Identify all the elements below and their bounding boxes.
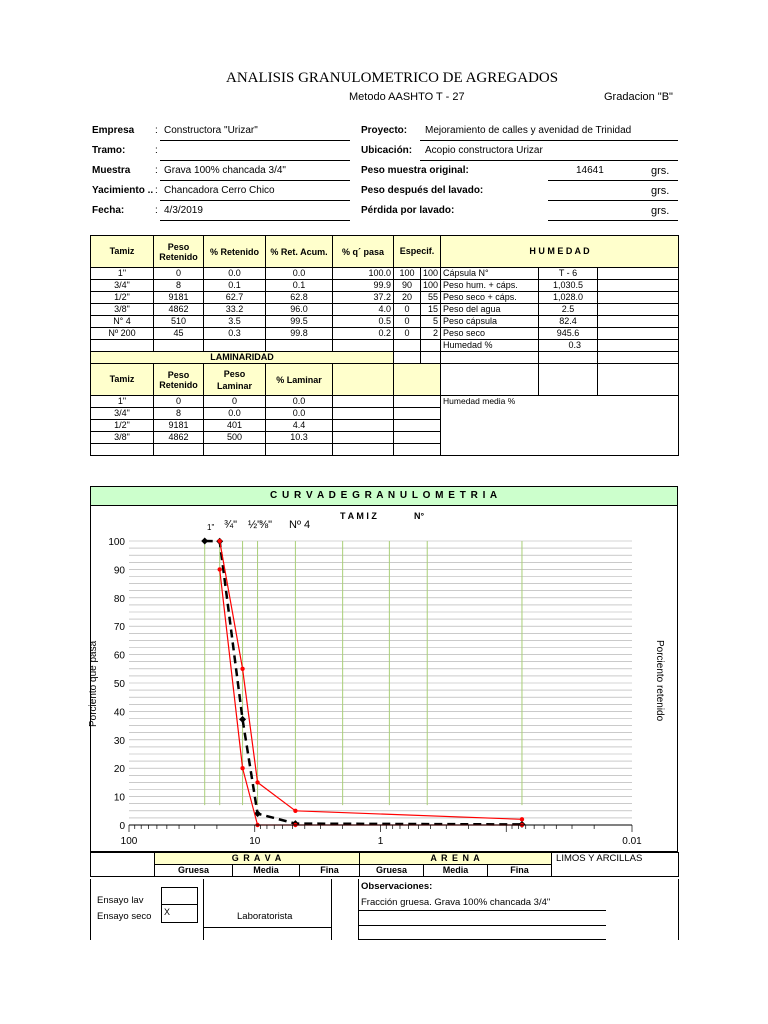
method-label: Metodo AASHTO T - 27 [349, 91, 465, 103]
pct-cell: 0.0 [204, 268, 266, 280]
yacimiento-label: Yacimiento .. [92, 185, 154, 196]
lam-header-peso-retenido: Peso Retenido [154, 364, 204, 396]
y-tick-label: 40 [113, 707, 125, 719]
tamiz-axis-label: T A M I Z [340, 511, 377, 521]
x-tick-label: 100 [120, 836, 138, 847]
pasa-cell: 0.2 [333, 328, 394, 340]
arena-gruesa: Gruesa [360, 865, 424, 877]
lam-laminar-cell: 0.0 [204, 408, 266, 420]
grava-label: G R A V A [155, 853, 360, 865]
acum-cell: 0.0 [266, 268, 333, 280]
humedad-value-cell: 2.5 [539, 304, 598, 316]
sieve-table [90, 235, 679, 456]
limos-label: LIMOS Y ARCILLAS [552, 853, 679, 877]
acum-cell: 96.0 [266, 304, 333, 316]
especif-max-cell: 100 [421, 268, 441, 280]
pasa-cell: 0.5 [333, 316, 394, 328]
peso-despues-label: Peso después del lavado: [361, 185, 484, 196]
lam-header-tamiz: Tamiz [91, 364, 154, 396]
n-axis-label: N° [414, 511, 425, 521]
unit: grs. [651, 185, 670, 197]
humedad-label-cell: Peso seco [441, 328, 539, 340]
especif-min-cell: 0 [394, 304, 421, 316]
lam-laminar-cell: 401 [204, 420, 266, 432]
lam-pct-cell: 0.0 [266, 408, 333, 420]
arena-fina: Fina [488, 865, 552, 877]
colon: : [155, 205, 158, 216]
muestra-value: Grava 100% chancada 3/4" [164, 165, 286, 176]
especif-min-cell: 100 [394, 268, 421, 280]
y-tick-label: 70 [113, 622, 125, 634]
humedad-value-cell: 945.6 [539, 328, 598, 340]
fecha-label: Fecha: [92, 205, 125, 216]
especif-max-cell: 55 [421, 292, 441, 304]
lam-peso-cell: 0 [154, 396, 204, 408]
unit: grs. [651, 205, 670, 217]
lam-tamiz-cell: 3/8" [91, 432, 154, 444]
sieve-label-n4: Nº 4 [289, 519, 311, 531]
lam-tamiz-cell: 1" [91, 396, 154, 408]
x-tick-label: 10 [249, 836, 261, 847]
acum-cell: 99.8 [266, 328, 333, 340]
header-pasa: % q´ pasa [333, 236, 394, 268]
empresa-value: Constructora "Urizar" [164, 125, 258, 136]
especif-max-cell: 100 [421, 280, 441, 292]
y-tick-label: 10 [113, 792, 125, 804]
curve-title-bar [90, 486, 678, 506]
y-tick-label: 90 [113, 565, 125, 577]
ensayo-lav-label: Ensayo lav [97, 895, 144, 906]
sieve-label-3-8: ⅜" [259, 519, 273, 531]
observaciones-label: Observaciones: [361, 881, 433, 892]
fecha-value: 4/3/2019 [164, 205, 203, 216]
lam-peso-cell: 9181 [154, 420, 204, 432]
especif-max-cell: 2 [421, 328, 441, 340]
grava-fina: Fina [300, 865, 360, 877]
perdida-label: Pérdida por lavado: [361, 205, 455, 216]
empresa-label: Empresa [92, 125, 135, 136]
especif-min-cell: 0 [394, 316, 421, 328]
humedad-label-cell: Peso cápsula [441, 316, 539, 328]
header-humedad: H U M E D A D [441, 236, 679, 268]
header-pct-retenido: % Retenido [204, 236, 266, 268]
y-tick-label: 80 [113, 593, 125, 605]
ensayo-seco-checkbox[interactable] [161, 904, 198, 923]
gradation-label: Gradacion "B" [604, 91, 673, 103]
tamiz-cell: 1" [91, 268, 154, 280]
grava-gruesa: Gruesa [155, 865, 233, 877]
header-peso-retenido: Peso Retenido [154, 236, 204, 268]
acum-cell: 0.1 [266, 280, 333, 292]
humedad-value-cell: 1,028.0 [539, 292, 598, 304]
arena-media: Media [424, 865, 488, 877]
y-tick-label: 50 [113, 679, 125, 690]
x-tick-label: 1 [377, 836, 384, 847]
humedad-label-cell: Cápsula N° [441, 268, 539, 280]
humedad-label-cell: Peso del agua [441, 304, 539, 316]
muestra-label: Muestra [92, 165, 131, 176]
colon: : [155, 165, 158, 176]
unit: grs. [651, 165, 670, 177]
laboratorista-label: Laboratorista [237, 911, 293, 922]
observaciones-text: Fracción gruesa. Grava 100% chancada 3/4" [361, 897, 551, 908]
humedad-value-cell: 0.3 [539, 340, 598, 352]
page-title: ANALISIS GRANULOMETRICO DE AGREGADOS [226, 70, 559, 86]
peso-original-value: 14641 [576, 165, 604, 176]
tamiz-cell: 3/8" [91, 304, 154, 316]
especif-max-cell: 15 [421, 304, 441, 316]
pct-cell: 33.2 [204, 304, 266, 316]
especif-min-cell: 20 [394, 292, 421, 304]
curve-title: C U R V A D E G R A N U L O M E T R I A [269, 490, 499, 501]
peso-cell: 8 [154, 280, 204, 292]
proyecto-label: Proyecto: [361, 125, 408, 136]
ubicacion-value: Acopio constructora Urizar [425, 145, 543, 156]
yacimiento-value: Chancadora Cerro Chico [164, 185, 275, 196]
humedad-value-cell: T - 6 [539, 268, 598, 280]
tramo-label: Tramo: [92, 145, 126, 156]
tamiz-cell: N° 4 [91, 316, 154, 328]
lam-pct-cell: 0.0 [266, 396, 333, 408]
pct-cell: 0.1 [204, 280, 266, 292]
especif-max-cell: 5 [421, 316, 441, 328]
lam-pct-cell: 4.4 [266, 420, 333, 432]
colon: : [155, 125, 158, 136]
y-tick-label: 20 [113, 764, 125, 776]
pct-cell: 3.5 [204, 316, 266, 328]
arena-label: A R E N A [360, 853, 552, 865]
x-tick-label: 0.01 [622, 836, 642, 847]
ensayo-lav-checkbox[interactable] [161, 887, 198, 905]
lam-laminar-cell: 0 [204, 396, 266, 408]
fraction-table [90, 852, 679, 877]
colon: : [155, 185, 158, 196]
humedad-value-cell: 82.4 [539, 316, 598, 328]
peso-cell: 0 [154, 268, 204, 280]
pct-cell: 62.7 [204, 292, 266, 304]
humedad-label-cell: Peso hum. + cáps. [441, 280, 539, 292]
lam-peso-cell: 4862 [154, 432, 204, 444]
header-especif: Especif. [394, 236, 441, 268]
acum-cell: 62.8 [266, 292, 333, 304]
curve-area [90, 505, 678, 852]
lam-header-pct-laminar: % Laminar [266, 364, 333, 396]
y-tick-label: 100 [108, 537, 125, 548]
lam-peso-cell: 8 [154, 408, 204, 420]
x-mark: X [164, 907, 171, 917]
lam-laminar-cell: 500 [204, 432, 266, 444]
proyecto-value: Mejoramiento de calles y avenidad de Trinidad [425, 125, 632, 136]
sieve-label-1: 1" [207, 523, 215, 532]
lam-header-peso-laminar: Peso Laminar [204, 364, 266, 396]
sieve-label-1-2: ½" [248, 519, 262, 531]
sieve-label-3-4: ¾" [224, 519, 238, 531]
lam-pct-cell: 10.3 [266, 432, 333, 444]
peso-cell: 9181 [154, 292, 204, 304]
peso-cell: 45 [154, 328, 204, 340]
humedad-label-cell: Peso seco + cáps. [441, 292, 539, 304]
lam-tamiz-cell: 1/2" [91, 420, 154, 432]
y-axis-label-right: Porciento retenido [654, 640, 665, 722]
header-tamiz: Tamiz [91, 236, 154, 268]
peso-cell: 4862 [154, 304, 204, 316]
acum-cell: 99.5 [266, 316, 333, 328]
ubicacion-label: Ubicación: [361, 145, 413, 156]
especif-min-cell: 90 [394, 280, 421, 292]
lam-tamiz-cell: 3/4" [91, 408, 154, 420]
tamiz-cell: 1/2" [91, 292, 154, 304]
y-tick-label: 60 [113, 650, 125, 662]
pasa-cell: 99.9 [333, 280, 394, 292]
ensayo-seco-label: Ensayo seco [97, 911, 152, 922]
pct-cell: 0.3 [204, 328, 266, 340]
tamiz-cell: Nº 200 [91, 328, 154, 340]
especif-min-cell: 0 [394, 328, 421, 340]
pasa-cell: 4.0 [333, 304, 394, 316]
pasa-cell: 37.2 [333, 292, 394, 304]
y-tick-label: 0 [119, 821, 125, 832]
colon: : [155, 145, 158, 156]
pasa-cell: 100.0 [333, 268, 394, 280]
y-axis-label: Porciento que pasa [88, 640, 99, 727]
peso-original-label: Peso muestra original: [361, 165, 469, 176]
humedad-media-label: Humedad media % [443, 396, 516, 406]
humedad-label-cell: Humedad % [441, 340, 539, 352]
tamiz-cell: 3/4" [91, 280, 154, 292]
y-tick-label: 30 [113, 735, 125, 747]
header-ret-acum: % Ret. Acum. [266, 236, 333, 268]
grava-media: Media [233, 865, 300, 877]
humedad-value-cell: 1,030.5 [539, 280, 598, 292]
peso-cell: 510 [154, 316, 204, 328]
laminaridad-title: LAMINARIDAD [91, 352, 394, 364]
